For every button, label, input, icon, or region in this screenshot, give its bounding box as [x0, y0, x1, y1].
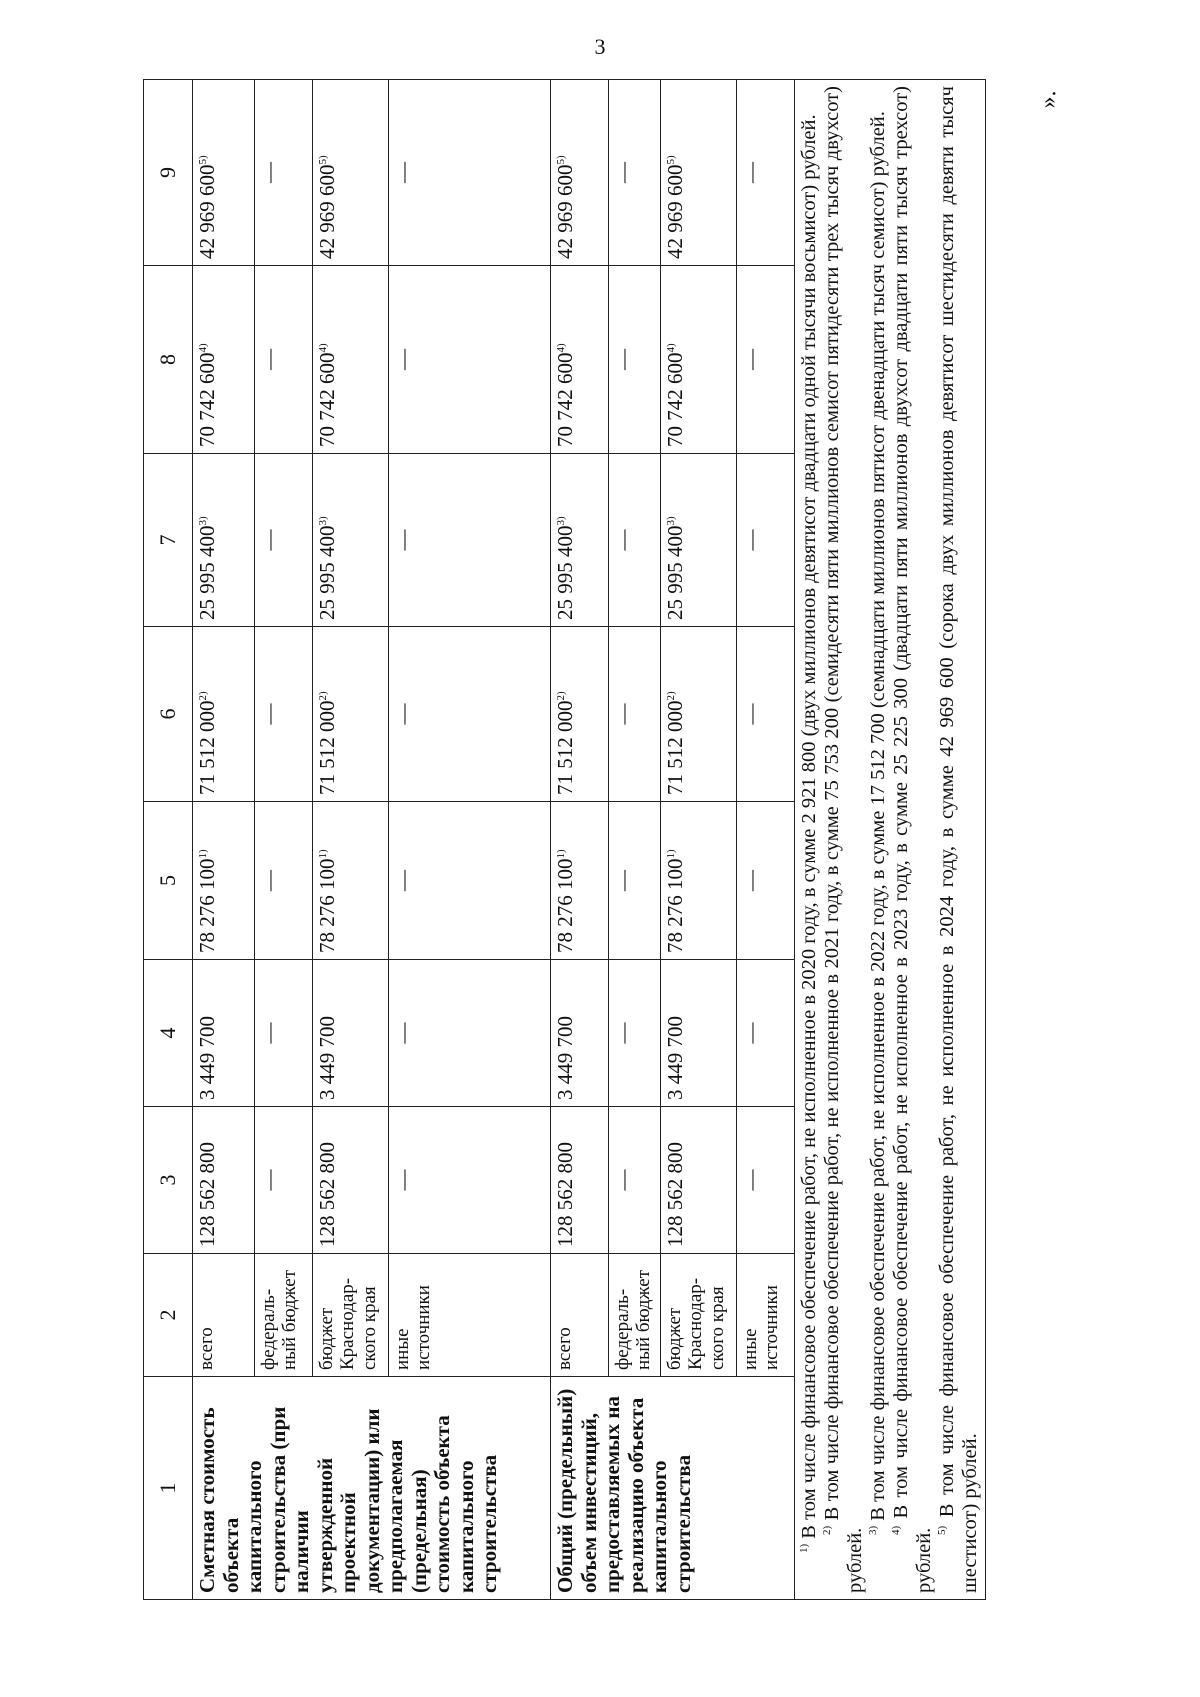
value-cell: — — [255, 266, 313, 454]
column-header: 3 — [144, 1107, 193, 1254]
table-row — [609, 80, 661, 1600]
value-cell: 78 276 100$^{1)}$ — [193, 802, 255, 960]
column-header: 2 — [144, 1254, 193, 1377]
footnote: $^{1)}$ В том числе финансовое обеспечение работ, не исполненное в 2020 году, в сумме 2 921 800 (двух миллионов девятисот двадцати одной тысячи восьмисот) рублей. — [798, 114, 820, 1553]
source-cell: всего — [193, 1254, 255, 1377]
source-cell: бюджет Краснодар-ского края — [313, 1254, 389, 1377]
value-cell: — — [609, 1107, 661, 1254]
value-cell: — — [389, 802, 551, 960]
table-row — [389, 80, 551, 1600]
value-cell: 3 449 700 — [661, 960, 737, 1107]
value-cell: — — [737, 802, 795, 960]
value-cell: 78 276 100$^{1)}$ — [313, 802, 389, 960]
table-row — [661, 80, 737, 1600]
column-header: 5 — [144, 802, 193, 960]
value-cell: 42 969 600$^{5)}$ — [661, 80, 737, 266]
value-cell: 25 995 400$^{3)}$ — [661, 454, 737, 627]
value-cell: — — [389, 266, 551, 454]
table-row — [193, 80, 255, 1600]
value-cell: 42 969 600$^{5)}$ — [193, 80, 255, 266]
value-cell: 71 512 000$^{2)}$ — [661, 627, 737, 802]
value-cell: 71 512 000$^{2)}$ — [313, 627, 389, 802]
value-cell: 128 562 800 — [661, 1107, 737, 1254]
column-header: 9 — [144, 80, 193, 266]
table-row — [551, 80, 609, 1600]
value-cell: — — [389, 960, 551, 1107]
value-cell: 3 449 700 — [313, 960, 389, 1107]
value-cell: 71 512 000$^{2)}$ — [193, 627, 255, 802]
table-row — [255, 80, 313, 1600]
value-cell: — — [255, 627, 313, 802]
value-cell: — — [737, 1107, 795, 1254]
footnote: $^{3)}$ В том числе финансовое обеспечение работ, не исполненное в 2022 году, в сумме 17 512 700 (семнадцати миллионов пятисот двенадцати тысяч семисот) рублей. — [866, 111, 889, 1535]
rotated-content — [143, 80, 1103, 1600]
value-cell: 128 562 800 — [313, 1107, 389, 1254]
group-label-estimated-cost: Сметная стоимость объекта капитального строительства (при наличии утвержденной проектной документации) или предполагаемая (предельная) стоимость объекта капитального строительства — [193, 1377, 551, 1600]
value-cell: — — [737, 80, 795, 266]
value-cell: — — [255, 960, 313, 1107]
value-cell: — — [389, 1107, 551, 1254]
value-cell: 71 512 000$^{2)}$ — [551, 627, 609, 802]
value-cell: 78 276 100$^{1)}$ — [661, 802, 737, 960]
table-row — [313, 80, 389, 1600]
value-cell: — — [609, 960, 661, 1107]
value-cell: 25 995 400$^{3)}$ — [551, 454, 609, 627]
value-cell: — — [389, 627, 551, 802]
value-cell: 70 742 600$^{4)}$ — [313, 266, 389, 454]
value-cell: — — [389, 454, 551, 627]
source-cell: федераль-ный бюджет — [609, 1254, 661, 1377]
value-cell: — — [255, 802, 313, 960]
value-cell: 3 449 700 — [551, 960, 609, 1107]
footnotes-cell — [795, 80, 986, 1600]
closing-quote: ». — [1035, 90, 1062, 109]
column-header: 7 — [144, 454, 193, 627]
value-cell: 25 995 400$^{3)}$ — [313, 454, 389, 627]
value-cell: — — [255, 80, 313, 266]
page-number: 3 — [594, 34, 606, 59]
value-cell: 128 562 800 — [193, 1107, 255, 1254]
value-cell: — — [737, 960, 795, 1107]
value-cell: — — [255, 1107, 313, 1254]
footnote: $^{5)}$ В том числе финансовое обеспечение работ, не исполненное в 2024 году, в сумме 42 969 600 (сорока двух миллионов девятисот шестидесяти девяти тысяч шестисот) рублей. — [935, 86, 981, 1593]
value-cell: — — [737, 454, 795, 627]
value-cell: — — [255, 454, 313, 627]
column-header: 8 — [144, 266, 193, 454]
source-cell: иные источники — [737, 1254, 795, 1377]
value-cell: 25 995 400$^{3)}$ — [193, 454, 255, 627]
footnotes-row — [795, 80, 986, 1600]
column-header: 1 — [144, 1377, 193, 1600]
value-cell: 70 742 600$^{4)}$ — [661, 266, 737, 454]
value-cell: 3 449 700 — [193, 960, 255, 1107]
value-cell: — — [389, 80, 551, 266]
value-cell: 42 969 600$^{5)}$ — [551, 80, 609, 266]
source-cell: иные источники — [389, 1254, 551, 1377]
value-cell: 70 742 600$^{4)}$ — [193, 266, 255, 454]
value-cell: — — [737, 266, 795, 454]
value-cell: — — [609, 80, 661, 266]
footnote: $^{2)}$ В том числе финансовое обеспечение работ, не исполненное в 2021 году, в сумме 75 753 200 (семидесяти пяти миллионов семисот пятидесяти трех тысяч двухсот) рублей. — [820, 86, 866, 1593]
column-header: 6 — [144, 627, 193, 802]
value-cell: 78 276 100$^{1)}$ — [551, 802, 609, 960]
header-row — [144, 80, 193, 1600]
value-cell: — — [609, 454, 661, 627]
source-cell: всего — [551, 1254, 609, 1377]
value-cell: 70 742 600$^{4)}$ — [551, 266, 609, 454]
value-cell: 42 969 600$^{5)}$ — [313, 80, 389, 266]
source-cell: федераль-ный бюджет — [255, 1254, 313, 1377]
value-cell: — — [609, 802, 661, 960]
column-header: 4 — [144, 960, 193, 1107]
footnote: $^{4)}$ В том числе финансовое обеспечение работ, не исполненное в 2023 году, в сумме 25 225 300 (двадцати пяти миллионов двухсот двадцати пяти тысяч трехсот) рублей. — [889, 86, 935, 1593]
value-cell: — — [609, 266, 661, 454]
group-label-investment-volume: Общий (предельный) объем инвестиций, предоставляемых на реализацию объекта капитального строительства — [551, 1377, 795, 1600]
value-cell: 128 562 800 — [551, 1107, 609, 1254]
table-row — [737, 80, 795, 1600]
financing-table — [143, 79, 986, 1600]
value-cell: — — [737, 627, 795, 802]
source-cell: бюджет Краснодар-ского края — [661, 1254, 737, 1377]
value-cell: — — [609, 627, 661, 802]
